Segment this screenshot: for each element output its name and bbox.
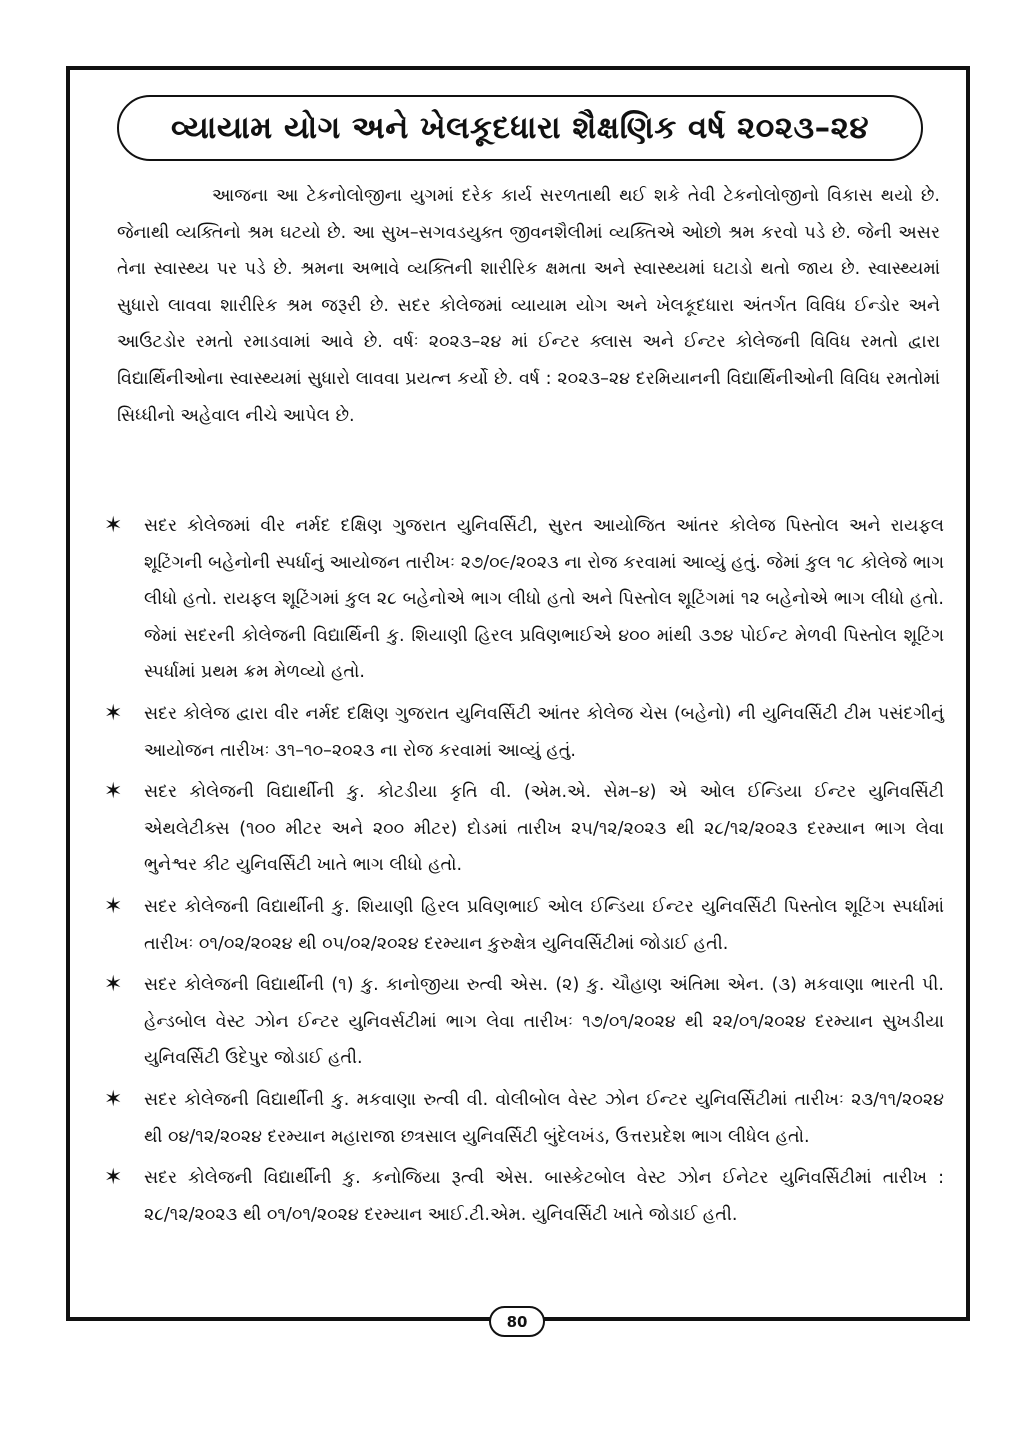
list-item-text: સદર કોલેજ દ્વારા વીર નર્મદ દક્ષિણ ગુજરાત યુનિવર્સિટી આંતર કોલેજ ચેસ (બહેનો) ની યુનિવર્સિટી ટીમ પસંદગીનું આયોજન તારીખઃ ૩૧–૧૦–૨૦૨૩ ના રોજ કરવામાં આવ્યું હતું.: [144, 703, 944, 761]
achievement-list: [104, 508, 944, 1238]
list-item-text: સદર કોલેજની વિદ્યાર્થીની કુ. શિયાણી હિરલ પ્રવિણભાઈ ઓલ ઈન્ડિયા ઈન્ટર યુનિવર્સિટી પિસ્તોલ શૂટિંગ સ્પર્ધામાં તારીખઃ ૦૧/૦૨/૨૦૨૪ થી ૦૫/૦૨/૨૦૨૪ દરમ્યાન કુરુક્ષેત્ર યુનિવર્સિટીમાં જોડાઈ હતી.: [144, 896, 944, 954]
page-number: 80: [506, 1312, 528, 1331]
list-item: [104, 696, 944, 769]
list-item: [104, 1160, 944, 1233]
list-item-text: સદર કોલેજની વિદ્યાર્થીની કુ. કોટડીયા કૃતિ વી. (એમ.એ. સેમ–૪) એ ઓલ ઈન્ડિયા ઈન્ટર યુનિવર્સિટી એથલેટીક્સ (૧૦૦ મીટર અને ૨૦૦ મીટર) દોડમાં તારીખ ૨૫/૧૨/૨૦૨૩ થી ૨૮/૧૨/૨૦૨૩ દરમ્યાન ભાગ લેવા ભુનેશ્વર કીટ યુનિવર્સિટી ખાતે ભાગ લીધો હતો.: [144, 782, 944, 876]
star-bullet-icon: ✶: [104, 972, 123, 998]
title-banner: [117, 95, 923, 161]
star-bullet-icon: ✶: [104, 779, 123, 805]
list-item-text: સદર કોલેજની વિદ્યાર્થીની કુ. કનોજિયા રૂત્વી એસ. બાસ્કેટબોલ વેસ્ટ ઝોન ઈનેટર યુનિવર્સિટીમાં તારીખ : ૨૮/૧૨/૨૦૨૩ થી ૦૧/૦૧/૨૦૨૪ દરમ્યાન આઈ.ટી.એમ. યુનિવર્સિટી ખાતે જોડાઈ હતી.: [144, 1168, 944, 1225]
intro-paragraph: [117, 178, 940, 434]
star-bullet-icon: ✶: [104, 893, 123, 919]
page-title: વ્યાયામ યોગ અને ખેલકૂદધારા શૈક્ષણિક વર્ષ ૨૦૨૩–૨૪: [170, 109, 870, 146]
page-number-badge: [489, 1306, 545, 1337]
list-item: [104, 774, 944, 884]
star-bullet-icon: ✶: [104, 1165, 123, 1191]
intro-text: આજના આ ટેકનોલોજીના યુગમાં દરેક કાર્ય સરળતાથી થઈ શકે તેવી ટેકનોલોજીનો વિકાસ થયો છે. જેનાથી વ્યક્તિનો શ્રમ ઘટયો છે. આ સુખ–સગવડયુક્ત જીવનશૈલીમાં વ્યક્તિએ ઓછો શ્રમ કરવો પડે છે. જેની અસર તેના સ્વાસ્થ્ય પર પડે છે. શ્રમના અભાવે વ્યક્તિની શારીરિક ક્ષમતા અને સ્વાસ્થ્યમાં ઘટાડો થતો જાય છે. સ્વાસ્થ્યમાં સુધારો લાવવા શારીરિક શ્રમ જરૂરી છે. સદર કોલેજમાં વ્યાયામ યોગ અને ખેલકૂદધારા અંતર્ગત વિવિધ ઈન્ડોર અને આઉટડોર રમતો રમાડવામાં આવે છે. વર્ષઃ ૨૦૨૩–૨૪ માં ઈન્ટર ક્લાસ અને ઈન્ટર કોલેજની વિવિધ રમતો દ્વારા વિદ્યાર્થિનીઓના સ્વાસ્થ્યમાં સુધારો લાવવા પ્રયત્ન કર્યો છે. વર્ષ : ૨૦૨૩–૨૪ દરમિયાનની વિદ્યાર્થિનીઓની વિવિધ રમતોમાં સિધ્ધીનો અહેવાલ નીચે આપેલ છે.: [117, 186, 940, 426]
list-item: [104, 1082, 944, 1155]
list-item: [104, 967, 944, 1077]
list-item-text: સદર કોલેજની વિદ્યાર્થીની (૧) કુ. કાનોજીયા રુત્વી એસ. (૨) કુ. ચૌહાણ અંતિમા એન. (૩) મકવાણા ભારતી પી. હેન્ડબોલ વેસ્ટ ઝોન ઈન્ટર યુનિવર્સટીમાં ભાગ લેવા તારીખઃ ૧૭/૦૧/૨૦૨૪ થી ૨૨/૦૧/૨૦૨૪ દરમ્યાન સુખડીયા યુનિવર્સિટી ઉદેપુર જોડાઈ હતી.: [144, 975, 944, 1069]
list-item-text: સદર કોલેજમાં વીર નર્મદ દક્ષિણ ગુજરાત યુનિવર્સિટી, સુરત આયોજિત આંતર કોલેજ પિસ્તોલ અને રાયફલ શૂટિંગની બહેનોની સ્પર્ધાનું આયોજન તારીખઃ ૨૭/૦૯/૨૦૨૩ ના રોજ કરવામાં આવ્યું હતું. જેમાં કુલ ૧૮ કોલેજે ભાગ લીધો હતો. રાયફલ શૂટિંગમાં કુલ ૨૮ બહેનોએ ભાગ લીધો હતો અને પિસ્તોલ શૂટિંગમાં ૧૨ બહેનોએ ભાગ લીધો હતો. જેમાં સદરની કોલેજની વિદ્યાર્થિની કુ. શિયાણી હિરલ પ્રવિણભાઈએ ૪૦૦ માંથી ૩૭૪ પોઈન્ટ મેળવી પિસ્તોલ શૂટિંગ સ્પર્ધામાં પ્રથમ ક્રમ મેળવ્યો હતો.: [144, 516, 944, 683]
list-item: [104, 889, 944, 962]
star-bullet-icon: ✶: [104, 700, 123, 726]
list-item-text: સદર કોલેજની વિદ્યાર્થીની કુ. મકવાણા રુત્વી વી. વોલીબોલ વેસ્ટ ઝોન ઈન્ટર યુનિવર્સિટીમાં તારીખઃ ૨૩/૧૧/૨૦૨૪ થી ૦૪/૧૨/૨૦૨૪ દરમ્યાન મહારાજા છત્રસાલ યુનિવર્સિટી બુંદેલખંડ, ઉત્તરપ્રદેશ ભાગ લીધેલ હતો.: [144, 1089, 944, 1147]
list-item: [104, 508, 944, 691]
star-bullet-icon: ✶: [104, 1086, 123, 1112]
star-bullet-icon: ✶: [104, 513, 123, 538]
